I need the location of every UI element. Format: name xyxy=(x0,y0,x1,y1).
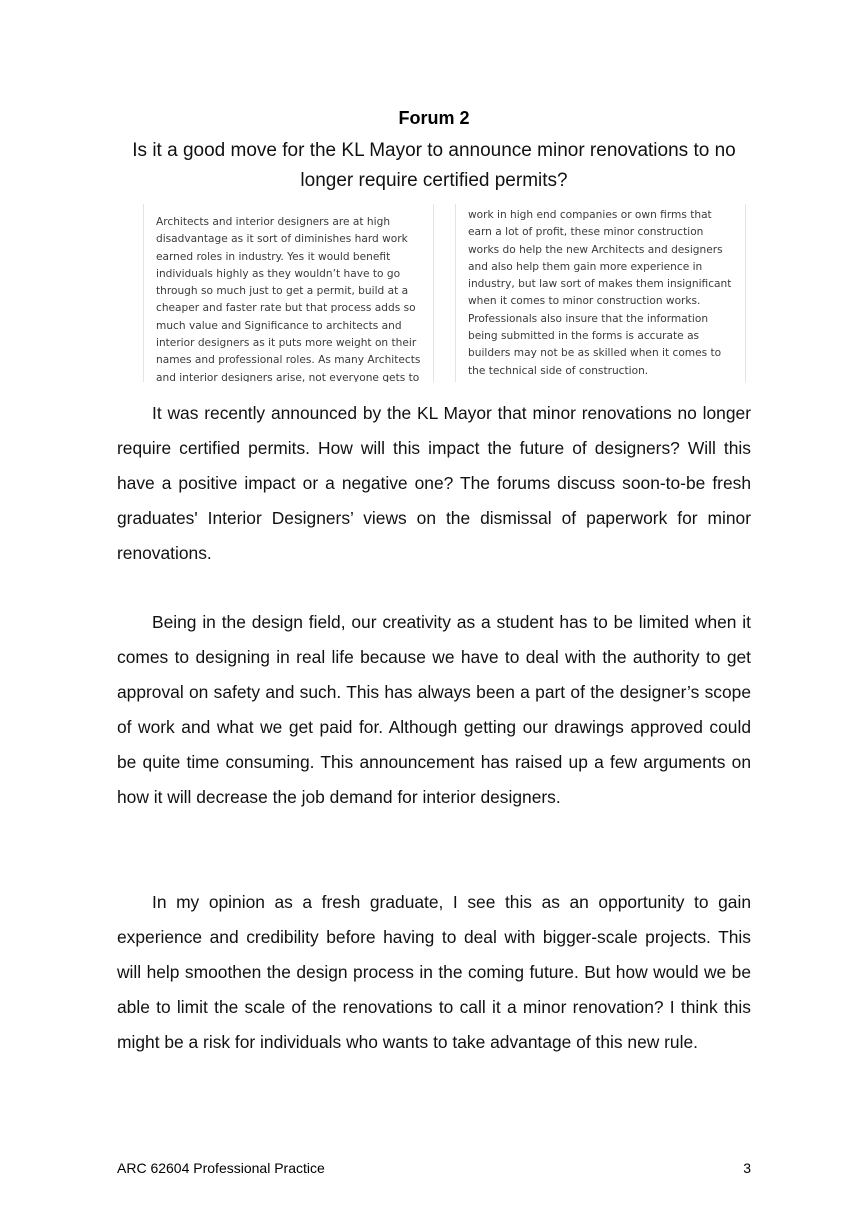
body-paragraph-1 xyxy=(117,396,751,571)
forum-post-text: Architects and interior designers are at high disadvantage as it sort of diminishes hard work earned roles in industry. Yes it would benefit individuals highly as they wouldn’t have to go through so much just to get a permit, build at a cheaper and faster rate but that process adds so much value and Significance to architects and interior designers as it puts more weight on their names and professional roles. As many Architects and interior designers arise, not everyone gets to xyxy=(156,216,421,382)
forum-post-right xyxy=(455,204,746,382)
forum-post-text: Professionals also insure that the information being submitted in the forms is accurate as builders may not be as skilled when it comes to the technical side of construction. xyxy=(468,312,722,377)
page-heading: Forum 2 xyxy=(398,108,470,128)
footer-page-number: 3 xyxy=(743,1160,751,1176)
forum-post-left xyxy=(143,204,434,382)
paragraph-text: It was recently announced by the KL Mayor that minor renovations no longer require certified permits. How will this impact the future of designers? Will this have a positive impact or a negative one? The forums discuss soon-to-be fresh graduates' Interior Designers’ views on the dismissal of paperwork for minor renovations. xyxy=(117,403,751,563)
forum-screenshot xyxy=(143,204,746,382)
paragraph-text: In my opinion as a fresh graduate, I see this as an opportunity to gain experience and credibility before having to deal with bigger-scale projects. This will help smoothen the design process in the coming future. But how would we be able to limit the scale of the renovations to call it a minor renovation? I think this might be a risk for individuals who wants to take advantage of this new rule. xyxy=(117,892,751,1052)
body-paragraph-2 xyxy=(117,605,751,815)
footer-course-title: ARC 62604 Professional Practice xyxy=(117,1160,325,1176)
forum-question: Is it a good move for the KL Mayor to announce minor renovations to no longer require certified permits? xyxy=(132,140,736,191)
paragraph-text: Being in the design field, our creativity as a student has to be limited when it comes to designing in real life because we have to deal with the authority to get approval on safety and such. This has always been a part of the designer’s scope of work and what we get paid for. Although getting our drawings approved could be quite time consuming. This announcement has raised up a few arguments on how it will decrease the job demand for interior designers. xyxy=(117,612,751,807)
forum-post-text: work in high end companies or own firms that earn a lot of profit, these minor construction works do help the new Architects and designers and also help them gain more experience in industry, but law sort of makes them insignificant when it comes to minor construction works. xyxy=(468,209,732,308)
body-paragraph-3 xyxy=(117,885,751,1060)
